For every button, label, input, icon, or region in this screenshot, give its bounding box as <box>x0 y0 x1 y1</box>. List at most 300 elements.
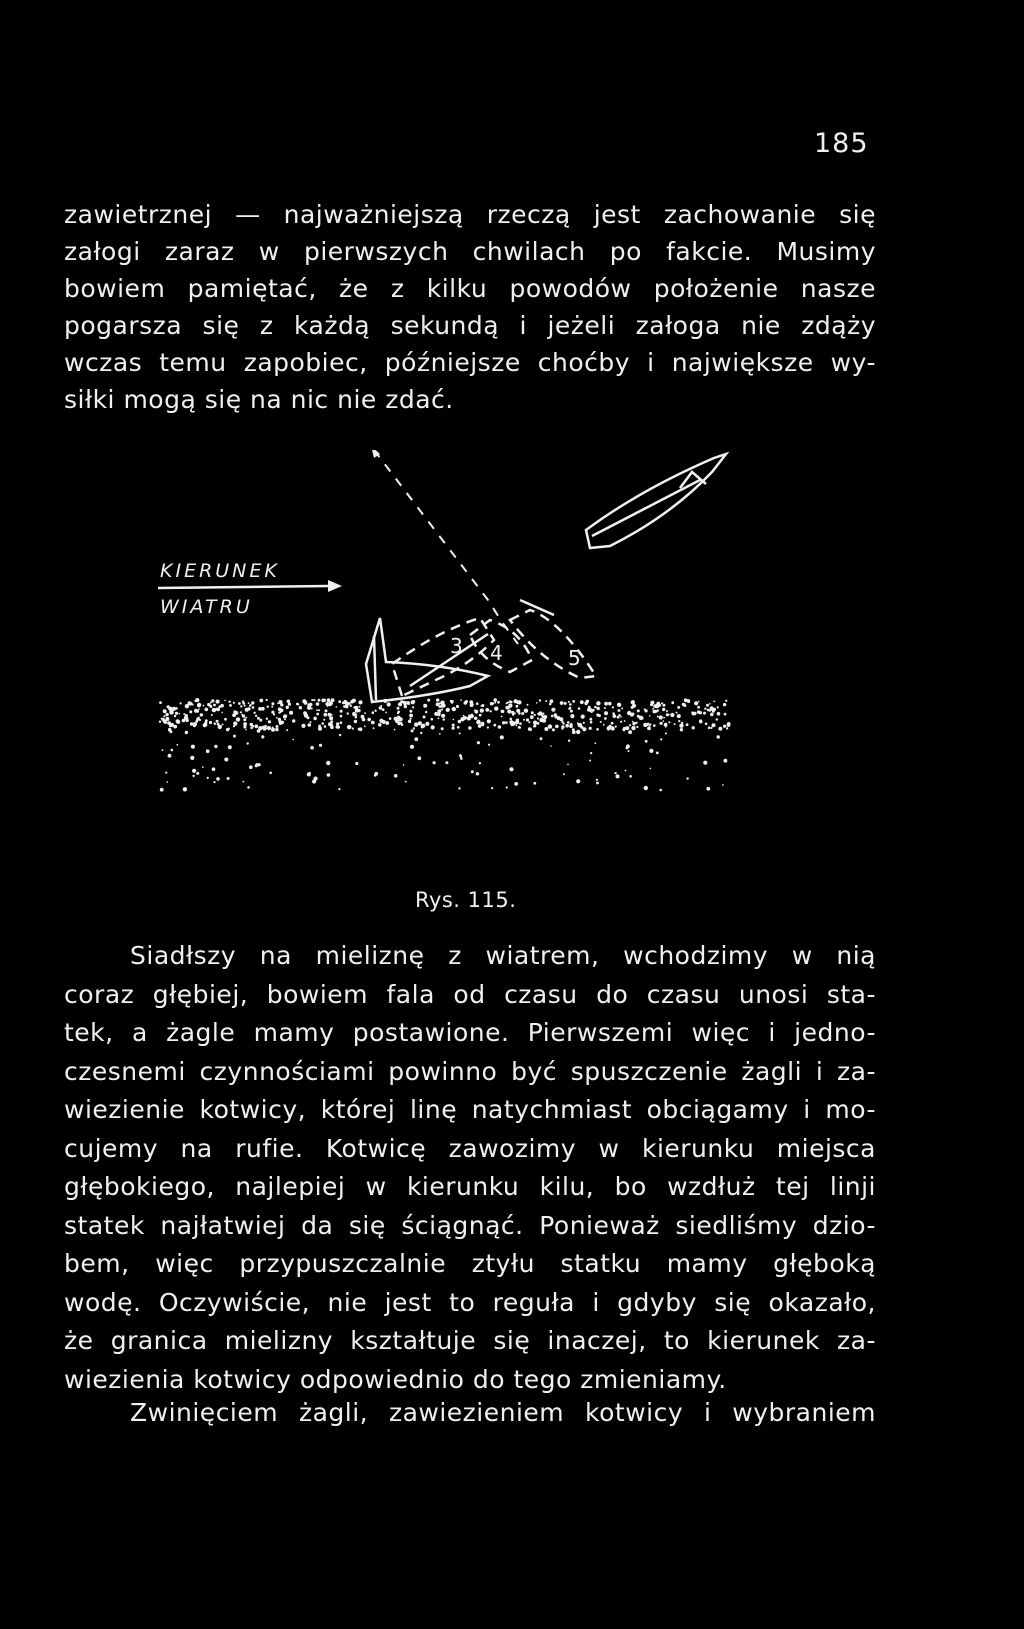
shoal-dot <box>165 772 167 774</box>
shoal-dot <box>385 721 389 725</box>
shoal-dot <box>517 700 521 704</box>
shoal-dot <box>326 761 330 765</box>
shoal-dot <box>247 786 250 789</box>
shoal-dot <box>534 714 536 716</box>
shoal-dot <box>272 727 274 729</box>
shoal-dot <box>314 777 318 781</box>
shoal-dot <box>418 721 422 725</box>
shoal-dot <box>568 701 570 703</box>
shoal-dot <box>542 719 546 723</box>
text-line: głębokiego, najlepiej w kierunku kilu, bo wzdłuż tej linji <box>64 1172 876 1201</box>
shoal-dot <box>474 717 477 720</box>
shoal-dot <box>321 699 325 703</box>
shoal-dot <box>168 754 172 758</box>
shoal-dot <box>589 727 592 730</box>
shoal-dot <box>649 715 651 717</box>
shoal-dot <box>452 707 456 711</box>
shoal-dot <box>551 701 553 703</box>
shoal-dot <box>494 707 498 711</box>
figure-caption: Rys. 115. <box>415 888 517 912</box>
shoal-dot <box>205 708 209 712</box>
shoal-dot <box>572 730 576 734</box>
shoal-dot <box>311 699 313 701</box>
shoal-dot <box>479 714 482 717</box>
shoal-dot <box>238 702 241 705</box>
shoal-dot <box>537 722 540 725</box>
shoal-dot <box>530 715 534 719</box>
shoal-dot <box>568 707 571 710</box>
shoal-dot <box>233 725 235 727</box>
shoal-dot <box>712 723 716 727</box>
shoal-dot <box>382 720 386 724</box>
shoal-dot <box>382 708 385 711</box>
shoal-dot <box>565 724 569 728</box>
shoal-dot <box>460 699 462 701</box>
shoal-dot <box>340 721 343 724</box>
shoal-dot <box>631 726 635 730</box>
shoal-dot <box>706 704 709 707</box>
shoal-dot <box>649 725 651 727</box>
shoal-dot <box>469 700 473 704</box>
shoal-dot <box>616 774 620 778</box>
shoal-dot <box>268 720 271 723</box>
shoal-dot <box>227 777 230 780</box>
shoal-dot <box>552 728 555 731</box>
shoal-dot <box>394 774 398 778</box>
shoal-dot <box>582 716 584 718</box>
shoal-dot <box>254 724 258 728</box>
shoal-dot <box>578 707 581 710</box>
shoal-dot <box>168 728 172 732</box>
shoal-dot <box>354 706 358 710</box>
shoal-dot <box>307 716 310 719</box>
shoal-dot <box>703 712 706 715</box>
shoal-dot <box>582 727 586 731</box>
shoal-dot <box>618 714 620 716</box>
shoal-dot <box>224 718 227 721</box>
shoal-dot <box>192 775 194 777</box>
shoal-dot <box>477 720 480 723</box>
shoal-dot <box>412 700 415 703</box>
shoal-dot <box>233 735 236 738</box>
shoal-dot <box>507 709 511 713</box>
shoal-dot <box>425 722 429 726</box>
shoal-dot <box>647 727 651 731</box>
shoal-dot <box>199 719 201 721</box>
shoal-dot <box>261 707 265 711</box>
shoal-dot <box>212 767 216 771</box>
shoal-dot <box>250 704 252 706</box>
shoal-dot <box>460 717 464 721</box>
shoal-dot <box>576 779 580 783</box>
shoal-dot <box>457 726 460 729</box>
shoal-dot <box>267 706 269 708</box>
boat-position-5 <box>510 600 596 678</box>
shoal-dot <box>604 707 606 709</box>
text-line: Siadłszy na mieliznę z wiatrem, wchodzimy w nią <box>130 941 876 970</box>
shoal-dot <box>632 722 635 725</box>
shoal-dot <box>531 711 534 714</box>
text-line: coraz głębiej, bowiem fala od czasu do czasu unosi sta- <box>64 979 876 1009</box>
shoal-dot <box>350 700 354 704</box>
shoal-dot <box>666 713 669 716</box>
shoal-dot <box>506 786 508 788</box>
shoal-dot <box>555 725 559 729</box>
shoal-dot <box>506 702 508 704</box>
shoal-dot <box>240 705 242 707</box>
shoal-dot <box>623 727 626 730</box>
shoal-dot <box>221 712 223 714</box>
paragraph-1 <box>64 196 876 418</box>
shoal-dot <box>245 708 249 712</box>
shoal-dot <box>280 721 284 725</box>
shoal-dot <box>289 712 291 714</box>
shoal-dot <box>629 775 632 778</box>
shoal-dot <box>717 735 720 738</box>
shoal-dot <box>342 702 345 705</box>
shoal-dot <box>620 716 622 718</box>
shoal-dot <box>319 744 322 747</box>
shoal-dot <box>657 716 659 718</box>
paragraph-3 <box>64 1394 876 1431</box>
shoal-dot <box>175 712 178 715</box>
shoal-dot <box>516 705 519 708</box>
shoal-dot <box>618 709 621 712</box>
shoal-dot <box>417 756 421 760</box>
shoal-dot <box>255 764 258 767</box>
text-line: załogi zaraz w pierwszych chwilach po fakcie. Musimy <box>64 237 876 266</box>
shoal-dot <box>664 723 668 727</box>
boat-position-3 <box>392 618 494 696</box>
shoal-dot <box>446 708 450 712</box>
shoal-dot <box>387 702 391 706</box>
figure-svg <box>140 450 760 850</box>
shoal-dot <box>569 703 572 706</box>
shoal-dot <box>533 724 536 727</box>
shoal-dot <box>580 700 584 704</box>
shoal-dot <box>228 745 232 749</box>
shoal-dot <box>479 762 481 764</box>
shoal-dot <box>536 702 538 704</box>
shoal-dot <box>212 708 216 712</box>
shoal-dot <box>653 724 656 727</box>
shoal-dot <box>165 713 168 716</box>
shoal-dot <box>663 720 665 722</box>
text-line: bowiem pamiętać, że z kilku powodów położenie nasze <box>64 274 876 303</box>
shoal-dot <box>660 738 662 740</box>
shoal-dot <box>509 704 513 708</box>
shoal-dot <box>578 723 582 727</box>
shoal-dot <box>471 714 473 716</box>
shoal-dot <box>243 781 245 783</box>
shoal-dot <box>523 719 525 721</box>
shoal-dot <box>487 726 489 728</box>
shoal-dot <box>560 701 564 705</box>
shoal-dot <box>543 715 547 719</box>
shoal-dot <box>570 723 573 726</box>
shoal-dot <box>296 703 299 706</box>
shoal-dot <box>352 727 354 729</box>
shoal-dot <box>340 710 343 713</box>
shoal-dot <box>519 722 522 725</box>
shoal-dot <box>615 726 617 728</box>
shoal-dot <box>686 777 688 779</box>
shoal-dot <box>604 711 608 715</box>
shoal-dot <box>474 709 476 711</box>
shoal-dot <box>594 742 596 744</box>
shoal-dot <box>167 721 171 725</box>
shoal-dot <box>412 706 414 708</box>
shoal-dot <box>668 721 670 723</box>
shoal-dot <box>299 706 302 709</box>
text-line: czesnemi czynnościami powinno być spuszczenie żagli i za- <box>64 1056 876 1086</box>
text-line: statek najłatwiej da się ściągnąć. Ponieważ siedliśmy dzio- <box>64 1210 876 1240</box>
shoal-dot <box>340 715 343 718</box>
shoal-dot <box>400 722 403 725</box>
shoal-dot <box>533 782 536 785</box>
shoal-dot <box>435 712 438 715</box>
shoal-dot <box>217 723 220 726</box>
shoal-dot <box>183 787 187 791</box>
shoal-dot <box>676 712 678 714</box>
shoal-dot <box>271 706 273 708</box>
shoal-dot <box>561 725 564 728</box>
shoal-dot <box>563 773 565 775</box>
shoal-dot <box>590 752 592 754</box>
shoal-dot <box>336 722 339 725</box>
shoal-dot <box>243 725 246 728</box>
shoal-dot <box>431 725 435 729</box>
shoal-dot <box>316 702 320 706</box>
shoal-dot <box>261 735 264 738</box>
shoal-dot <box>266 718 268 720</box>
text-line: cujemy na rufie. Kotwicę zawozimy w kierunku miejsca <box>64 1133 876 1163</box>
shoal-dot <box>173 725 177 729</box>
shoal-dot <box>259 719 262 722</box>
shoal-dot <box>433 761 436 764</box>
shoal-dot <box>318 709 320 711</box>
shoal-dot <box>542 713 544 715</box>
shoal-dot <box>307 703 311 707</box>
shoal-dot <box>458 720 462 724</box>
shoal-dot <box>456 705 459 708</box>
shoal-dot <box>253 712 255 714</box>
shoal-dot <box>204 722 207 725</box>
shoal-dot <box>443 718 445 720</box>
shoal-dot <box>650 768 652 770</box>
shoal-dot <box>439 705 442 708</box>
shoal-dot <box>717 706 719 708</box>
shoal-dot <box>572 700 575 703</box>
shoal-dot <box>652 708 654 710</box>
shoal-dot <box>516 709 520 713</box>
shoal-dot <box>194 709 198 713</box>
shoal-dot <box>213 704 216 707</box>
shoal-dot <box>533 721 537 725</box>
shoal-dot <box>592 709 595 712</box>
shoal-dot <box>257 717 260 720</box>
shoal-dot <box>243 718 246 721</box>
text-line: że granica mielizny kształtuje się inaczej, to kierunek za- <box>64 1326 876 1355</box>
shoal-dot <box>439 733 441 735</box>
shoal-dot <box>663 717 665 719</box>
shoal-dot <box>408 704 410 706</box>
shoal-dot <box>176 719 180 723</box>
shoal-sandbank <box>159 698 731 792</box>
shoal-dot <box>316 709 318 711</box>
shoal-dot <box>389 717 392 720</box>
shoal-dot <box>659 715 663 719</box>
shoal-dot <box>559 717 563 721</box>
shoal-dot <box>209 721 212 724</box>
shoal-dot <box>283 714 287 718</box>
shoal-dot <box>655 710 658 713</box>
shoal-dot <box>198 708 200 710</box>
shoal-dot <box>659 789 662 792</box>
shoal-dot <box>628 730 632 734</box>
shoal-dot <box>458 787 460 789</box>
shoal-dot <box>248 702 250 704</box>
shoal-dot <box>645 740 648 743</box>
shoal-dot <box>347 712 349 714</box>
shoal-dot <box>165 717 169 721</box>
shoal-dot <box>612 706 614 708</box>
shoal-dot <box>214 722 216 724</box>
shoal-dot <box>328 722 332 726</box>
text-line: zawietrznej — najważniejszą rzeczą jest zachowanie się <box>64 200 876 229</box>
shoal-dot <box>468 715 471 718</box>
shoal-dot <box>708 727 710 729</box>
shoal-dot <box>603 724 605 726</box>
shoal-dot <box>452 724 455 727</box>
shoal-dot <box>423 704 427 708</box>
boat-number-4: 4 <box>490 641 503 665</box>
shoal-dot <box>671 701 674 704</box>
shoal-dot <box>465 700 468 703</box>
shoal-dot <box>276 725 279 728</box>
shoal-dot <box>339 734 341 736</box>
shoal-dot <box>684 703 686 705</box>
shoal-dot <box>662 704 665 707</box>
shoal-dot <box>421 724 425 728</box>
shoal-dot <box>710 727 712 729</box>
shoal-dot <box>160 788 164 792</box>
shoal-dot <box>219 725 222 728</box>
wind-label-line-1: KIERUNEK <box>160 560 280 582</box>
shoal-dot <box>541 714 543 716</box>
shoal-dot <box>271 711 274 714</box>
shoal-dot <box>183 713 185 715</box>
shoal-dot <box>292 739 294 741</box>
shoal-dot <box>364 726 366 728</box>
shoal-dot <box>352 712 356 716</box>
shoal-dot <box>699 711 702 714</box>
shoal-dot <box>596 728 599 731</box>
shoal-dot <box>176 744 178 746</box>
shoal-dot <box>589 718 592 721</box>
shoal-dot <box>257 729 261 733</box>
shoal-dot <box>397 707 400 710</box>
shoal-dot <box>329 716 333 720</box>
shoal-dot <box>275 728 278 731</box>
shoal-dot <box>185 731 188 734</box>
shoal-dot <box>167 705 170 708</box>
shoal-dot <box>636 726 638 728</box>
shoal-dot <box>189 710 192 713</box>
shoal-dot <box>191 745 195 749</box>
shoal-dot <box>286 729 288 731</box>
shoal-dot <box>487 719 491 723</box>
shoal-dot <box>526 718 529 721</box>
shoal-dot <box>692 726 695 729</box>
shoal-dot <box>348 725 352 729</box>
shoal-dot <box>358 728 361 731</box>
shoal-dot <box>706 787 710 791</box>
shoal-dot <box>284 719 286 721</box>
shoal-dot <box>501 710 504 713</box>
shoal-dot <box>159 721 161 723</box>
shoal-dot <box>460 757 463 760</box>
shoal-dot <box>627 727 629 729</box>
shoal-dot <box>620 721 622 723</box>
page-number: 185 <box>814 128 869 159</box>
shoal-dot <box>680 728 683 731</box>
shoal-dot <box>364 712 366 714</box>
shoal-dot <box>414 737 418 741</box>
shoal-dot <box>321 722 324 725</box>
text-line: wiezienie kotwicy, której linę natychmiast obciągamy i mo- <box>64 1095 876 1124</box>
shoal-dot <box>653 704 657 708</box>
shoal-dot <box>441 727 444 730</box>
shoal-dot <box>528 727 532 731</box>
shoal-dot <box>677 706 680 709</box>
shoal-dot <box>224 758 228 762</box>
shoal-dot <box>205 719 208 722</box>
shoal-dot <box>436 698 439 701</box>
shoal-dot <box>537 717 539 719</box>
shoal-dot <box>245 729 247 731</box>
shoal-dot <box>427 699 430 702</box>
shoal-dot <box>438 718 440 720</box>
shoal-dot <box>198 717 200 719</box>
shoal-dot <box>710 713 714 717</box>
shoal-dot <box>249 765 253 769</box>
shoal-dot <box>445 761 448 764</box>
shoal-dot <box>570 710 573 713</box>
shoal-dot <box>324 713 328 717</box>
shoal-dot <box>229 704 232 707</box>
boat-number-3: 3 <box>450 634 463 658</box>
shoal-dot <box>441 714 445 718</box>
shoal-dot <box>723 725 726 728</box>
shoal-dot <box>596 779 598 781</box>
shoal-dot <box>459 755 462 758</box>
shoal-dot <box>423 716 426 719</box>
shoal-dot <box>188 701 192 705</box>
shoal-dot <box>625 770 627 772</box>
shoal-dot <box>564 702 567 705</box>
text-line: pogarsza się z każdą sekundą i jeżeli załoga nie zdąży <box>64 311 876 340</box>
shoal-dot <box>234 711 238 715</box>
shoal-dot <box>515 720 519 724</box>
shoal-dot <box>459 732 461 734</box>
shoal-dot <box>216 777 220 781</box>
shoal-dot <box>438 709 441 712</box>
shoal-dot <box>367 718 371 722</box>
shoal-dot <box>539 699 541 701</box>
shoal-dot <box>359 706 361 708</box>
shoal-dot <box>278 718 281 721</box>
